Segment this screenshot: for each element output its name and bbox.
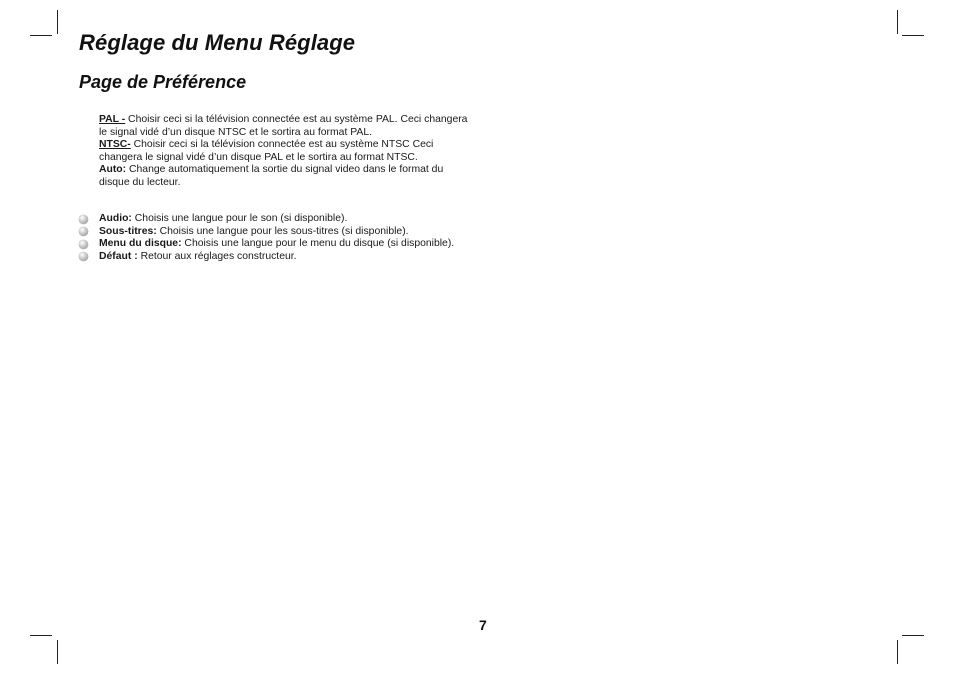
tv-type-auto [99, 164, 474, 189]
crop-mark-bottom-right-h [902, 635, 924, 636]
tv-type-ntsc [99, 139, 474, 164]
page-title: Réglage du Menu Réglage [79, 30, 356, 55]
disc-menu-term: Menu du disque: [99, 238, 182, 250]
crop-mark-bottom-left-h [30, 635, 52, 636]
crop-mark-bottom-left-v [57, 640, 58, 664]
crop-mark-bottom-right-v [897, 640, 898, 664]
ntsc-text: Choisir ceci si la télévision connectée est au système NTSC Ceci changera le signal vidé d’un disque PAL et le sortira au format NTSC. [99, 139, 434, 163]
default-text: Retour aux réglages constructeur. [137, 250, 297, 262]
auto-text: Change automatiquement la sortie du signal video dans le format du disque du lecteur. [99, 164, 444, 188]
pal-text: Choisir ceci si la télévision connectée est au système PAL. Ceci changera le signal vidé d’un disque NTSC et le sortira au format PAL. [99, 114, 468, 138]
tv-type-description [99, 114, 474, 190]
preference-list [78, 213, 478, 263]
crop-mark-top-right-v [897, 10, 898, 34]
default-term: Défaut : [99, 250, 138, 262]
subtitles-text: Choisis une langue pour les sous-titres (si disponible). [156, 225, 409, 237]
subtitles-term: Sous-titres: [99, 225, 157, 237]
pal-term: PAL - [99, 114, 126, 125]
page-number: 7 [479, 617, 487, 633]
audio-term: Audio: [99, 213, 132, 224]
tv-type-pal [99, 114, 474, 139]
disc-menu-text: Choisis une langue pour le menu du disque (si disponible). [181, 238, 455, 250]
crop-mark-top-left-h [30, 35, 52, 36]
crop-mark-top-right-h [902, 35, 924, 36]
bullet-icon [79, 215, 88, 224]
list-item-audio [78, 213, 478, 226]
bullet-icon [79, 252, 88, 261]
bullet-icon [79, 227, 88, 236]
bullet-icon [79, 240, 88, 249]
crop-mark-top-left-v [57, 10, 58, 34]
page-subtitle: Page de Préférence [79, 72, 247, 92]
list-item-disc-menu [78, 238, 478, 251]
list-item-default [78, 251, 478, 264]
list-item-subtitles [78, 226, 478, 239]
auto-term: Auto: [99, 164, 127, 176]
audio-text: Choisis une langue pour le son (si disponible). [131, 213, 348, 224]
ntsc-term: NTSC- [99, 139, 131, 151]
